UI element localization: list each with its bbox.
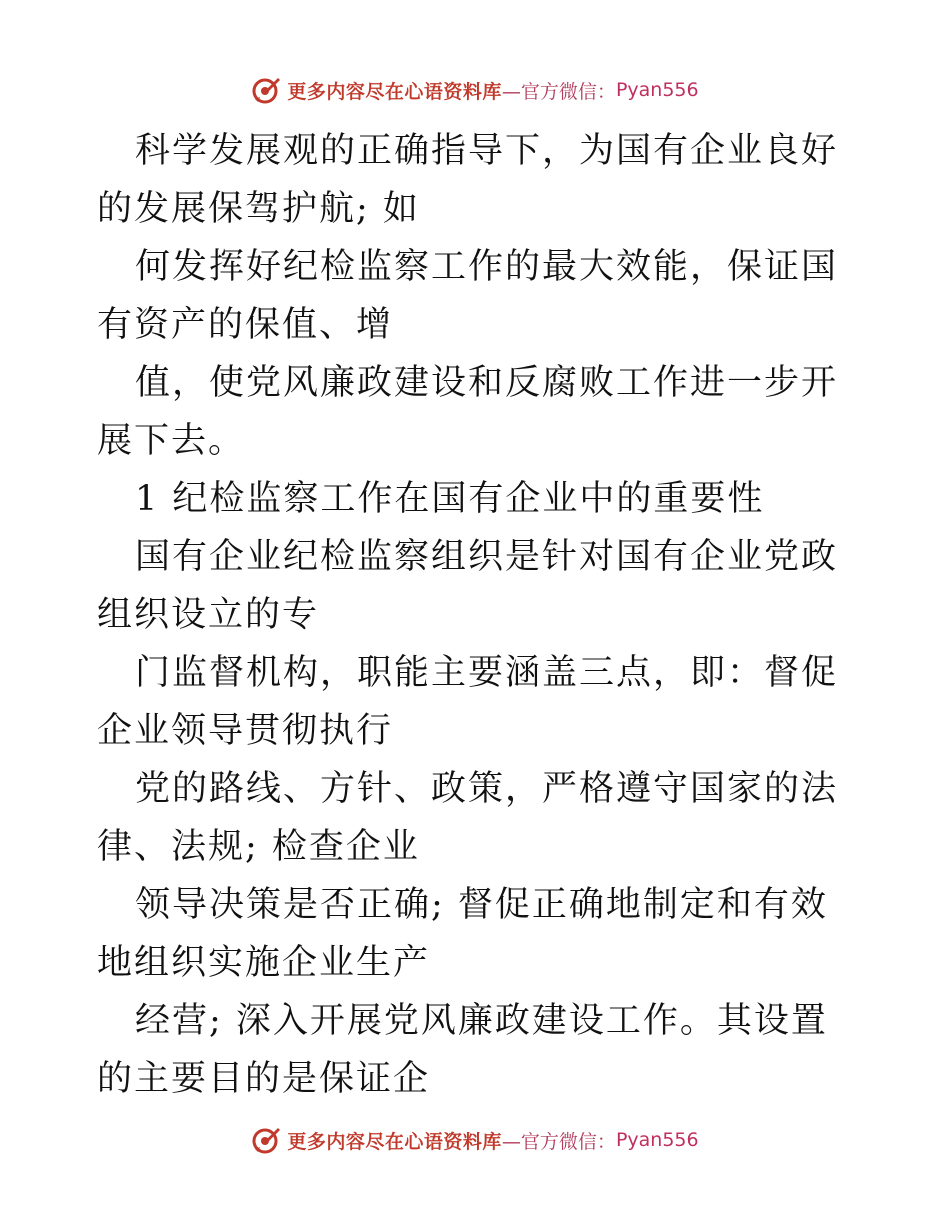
footer-banner <box>0 1120 950 1160</box>
document-body <box>97 122 857 1108</box>
banner-wechat-id: Pyan556 <box>615 79 699 101</box>
paragraph: 国有企业纪检监察组织是针对国有企业党政组织设立的专 <box>97 537 839 635</box>
paragraph: 何发挥好纪检监察工作的最大效能，保证国有资产的保值、增 <box>97 247 839 345</box>
paragraph: 党的路线、方针、政策，严格遵守国家的法律、法规; 检查企业 <box>97 769 839 867</box>
banner-subtitle: —官方微信： <box>501 1130 616 1153</box>
paragraph: 科学发展观的正确指导下，为国有企业良好的发展保驾护航; 如 <box>97 131 839 229</box>
paragraph: 经营; 深入开展党风廉政建设工作。其设置的主要目的是保证企 <box>97 1001 828 1099</box>
ink-pen-logo-icon <box>251 1125 281 1155</box>
paragraph: 领导决策是否正确; 督促正确地制定和有效地组织实施企业生产 <box>97 885 828 983</box>
paragraph: 值，使党风廉政建设和反腐败工作进一步开展下去。 <box>97 363 839 461</box>
paragraph: 门监督机构，职能主要涵盖三点，即：督促企业领导贯彻执行 <box>97 653 839 751</box>
ink-pen-logo-icon <box>251 75 281 105</box>
banner-subtitle: —官方微信： <box>501 80 616 103</box>
header-banner <box>0 70 950 110</box>
banner-title: 更多内容尽在心语资料库 <box>287 1130 502 1153</box>
banner-wechat-id: Pyan556 <box>615 1129 699 1151</box>
banner-title: 更多内容尽在心语资料库 <box>287 80 502 103</box>
section-heading: 1 纪检监察工作在国有企业中的重要性 <box>135 479 765 519</box>
